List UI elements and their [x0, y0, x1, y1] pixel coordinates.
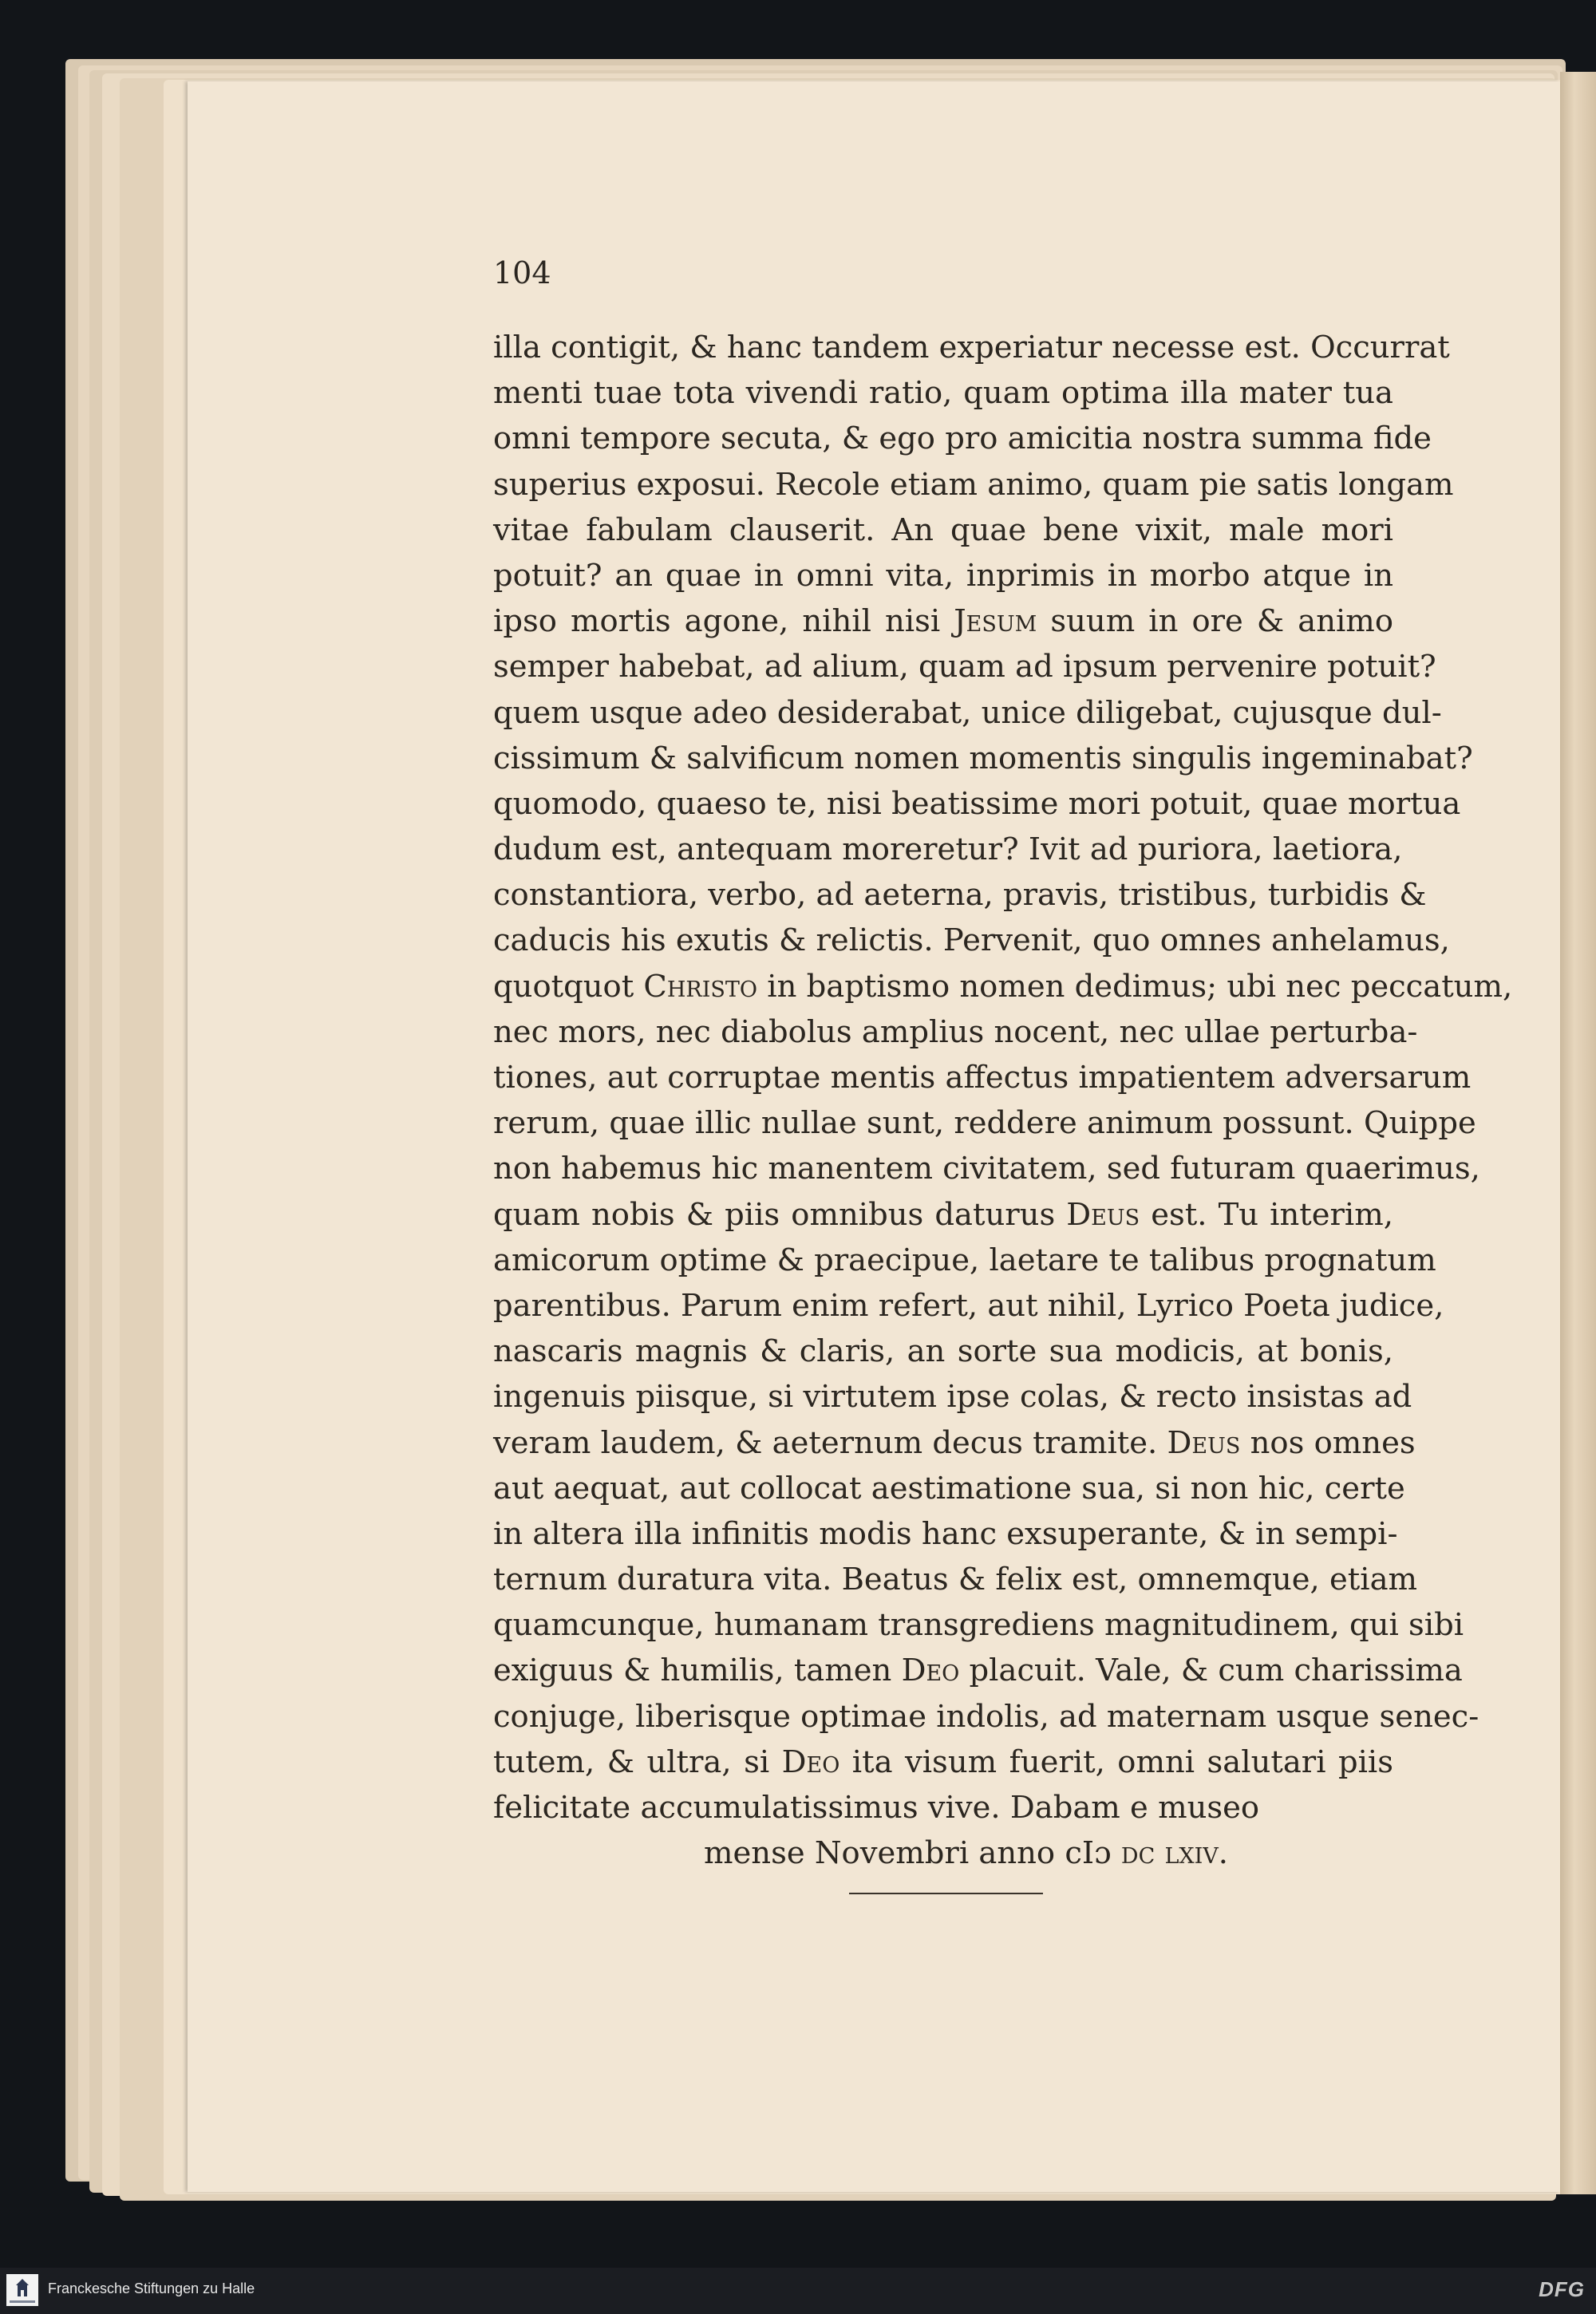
text-line: aut aequat, aut collocat aestimatione sua, si non hic, certe [493, 1470, 1405, 1506]
text-line: rerum, quae illic nullae sunt, reddere animum possunt. Quippe [493, 1105, 1476, 1142]
small-caps-name: Deus [1066, 1196, 1140, 1233]
text-line: constantiora, verbo, ad aeterna, pravis, tristibus, turbidis & [493, 877, 1427, 914]
text-line: nascaris magnis & claris, an sorte sua modicis, at bonis, [493, 1333, 1393, 1370]
small-caps-numeral: dc lxiv [1120, 1835, 1219, 1872]
text-line: illa contigit, & hanc tandem experiatur necesse est. Occurrat [493, 330, 1450, 365]
book-spine-edge [1560, 72, 1596, 2194]
text-line: caducis his exutis & relictis. Pervenit, quo omnes anhelamus, [493, 922, 1450, 959]
text-line: in altera illa infinitis modis hanc exsuperante, & in sempi- [493, 1515, 1398, 1552]
text-line: potuit? an quae in omni vita, inprimis in morbo atque in [493, 557, 1393, 594]
text-line: semper habebat, ad alium, quam ad ipsum pervenire potuit? [493, 649, 1436, 685]
text-line: ipso mortis agone, nihil nisi Jesum suum in ore & animo [493, 603, 1393, 640]
closing-rule [849, 1893, 1043, 1894]
text-line: veram laudem, & aeternum decus tramite. Deus nos omnes [493, 1424, 1416, 1461]
text-line: quotquot Christo in baptismo nomen dedimus; ubi nec peccatum, [493, 968, 1513, 1005]
small-caps-name: Deo [901, 1653, 960, 1689]
text-line: ternum duratura vita. Beatus & felix est, omnemque, etiam [493, 1562, 1418, 1598]
text-line: parentibus. Parum enim refert, aut nihil, Lyrico Poeta judice, [493, 1287, 1444, 1324]
text-line: tutem, & ultra, si Deo ita visum fuerit, omni salutari piis [493, 1743, 1393, 1780]
text-line: vitae fabulam clauserit. An quae bene vixit, male mori [493, 511, 1393, 548]
text-line: quam nobis & piis omnibus daturus Deus est. Tu interim, [493, 1196, 1393, 1233]
text-line: nec mors, nec diabolus amplius nocent, nec ullae perturba- [493, 1013, 1418, 1050]
text-line: conjuge, liberisque optimae indolis, ad maternam usque senec- [493, 1698, 1479, 1735]
text-line: exiguus & humilis, tamen Deo placuit. Vale, & cum charissima [493, 1653, 1463, 1689]
text-line: tiones, aut corruptae mentis affectus impatientem adversarum [493, 1060, 1472, 1096]
dfg-logo: DFG [1539, 2277, 1585, 2301]
text-line: ingenuis piisque, si virtutem ipse colas, & recto insistas ad [493, 1379, 1412, 1416]
small-caps-name: Jesum [954, 603, 1037, 640]
institution-logo-icon[interactable] [6, 2274, 38, 2306]
text-line: dudum est, antequam moreretur? Ivit ad puriora, laetiora, [493, 831, 1403, 868]
page-number: 104 [493, 255, 551, 290]
text-line: quomodo, quaeso te, nisi beatissime mori potuit, quae mortua [493, 785, 1461, 822]
body-text [493, 325, 1513, 1876]
text-line: omni tempore secuta, & ego pro amicitia nostra summa fide [493, 421, 1432, 457]
small-caps-name: Deus [1167, 1424, 1241, 1461]
institution-name: Franckesche Stiftungen zu Halle [48, 2280, 255, 2296]
small-caps-name: Deo [781, 1743, 840, 1780]
logo-caption-mark [6, 2300, 38, 2303]
text-line: quamcunque, humanam transgrediens magnitudinem, qui sibi [493, 1607, 1464, 1644]
text-line: felicitate accumulatissimus vive. Dabam e museo [493, 1790, 1260, 1826]
text-line: cissimum & salvificum nomen momentis singulis ingeminabat? [493, 740, 1473, 776]
house-emblem-icon [16, 2279, 29, 2298]
date-line: mense Novembri anno cIɔ dc lxiv. [704, 1835, 1229, 1872]
text-line: menti tuae tota vivendi ratio, quam optima illa mater tua [493, 375, 1393, 412]
text-line: non habemus hic manentem civitatem, sed futuram quaerimus, [493, 1151, 1480, 1187]
text-line: quem usque adeo desiderabat, unice diligebat, cujusque dul- [493, 694, 1442, 731]
viewer-footer-bar [0, 2268, 1596, 2314]
text-line: amicorum optime & praecipue, laetare te talibus prognatum [493, 1242, 1436, 1278]
text-line: superius exposui. Recole etiam animo, quam pie satis longam [493, 466, 1454, 503]
small-caps-name: Christo [643, 968, 758, 1005]
